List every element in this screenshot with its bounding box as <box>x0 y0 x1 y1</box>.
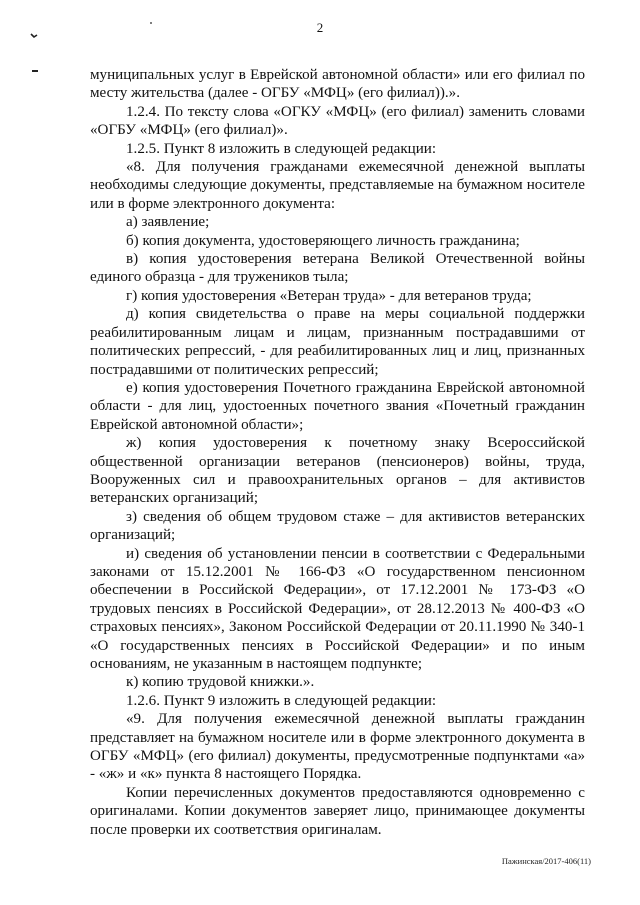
paragraph: «8. Для получения гражданами ежемесячной денежной выплаты необходимы следующие документы, представляемые на бумажном носителе или в форме электронного документа: <box>90 159 585 212</box>
paragraph: б) копия документа, удостоверяющего личность гражданина; <box>126 232 520 249</box>
paragraph: «9. Для получения ежемесячной денежной выплаты гражданин представляет на бумажном носителе или в форме электронного документа в ОГБУ «МФЦ» (его филиал) документы, предусмотренные подпунктами «а» - «ж» и «к» пункта 8 настоящего Порядка. <box>90 711 585 783</box>
document-body <box>90 66 585 839</box>
paragraph: ж) копия удостоверения к почетному знаку Всероссийской общественной организации ветеранов (пенсионеров) войны, труда, Вооруженных сил и правоохранительных органов – для активистов ветеранских организаций; <box>90 435 585 507</box>
page-number: 2 <box>316 20 324 35</box>
paragraph: е) копия удостоверения Почетного гражданина Еврейской автономной области - для лиц, удостоенных почетного звания «Почетный гражданин Еврейской автономной области»; <box>90 379 585 433</box>
paragraph: 1.2.4. По тексту слова «ОГКУ «МФЦ» (его филиал) заменить словами «ОГБУ «МФЦ» (его филиал)». <box>90 103 585 139</box>
paragraph: к) копию трудовой книжки.». <box>126 674 315 691</box>
paragraph: 1.2.5. Пункт 8 изложить в следующей редакции: <box>126 140 437 157</box>
document-footer-code: Пажинская/2017-406(11) <box>501 856 591 866</box>
scan-dash <box>32 70 38 72</box>
paragraph: в) копия удостоверения ветерана Великой Отечественной войны единого образца - для тружеников тыла; <box>90 251 585 286</box>
paragraph: з) сведения об общем трудовом стаже – для активистов ветеранских организаций; <box>90 508 585 544</box>
paragraph: 1.2.6. Пункт 9 изложить в следующей редакции: <box>126 692 437 709</box>
paragraph: г) копия удостоверения «Ветеран труда» - для ветеранов труда; <box>126 287 532 304</box>
paragraph: муниципальных услуг в Еврейской автономной области» или его филиал по месту жительства (далее - ОГБУ «МФЦ» (его филиал)).». <box>90 67 585 102</box>
paragraph: а) заявление; <box>126 214 210 231</box>
paragraph: д) копия свидетельства о праве на меры социальной поддержки реабилитированным лицам и лицам, признанным пострадавшими от политических репрессий, - для реабилитированных лиц и лиц, признанных пострадавшими от политических репрессий; <box>90 306 585 378</box>
paragraph: Копии перечисленных документов предоставляются одновременно с оригиналами. Копии документов заверяет лицо, принимающее документы после проверки их соответствия оригиналам. <box>90 784 585 838</box>
paragraph: и) сведения об установлении пенсии в соответствии с Федеральными законами от 15.12.2001 № 166-ФЗ «О государственном пенсионном обеспечении в Российской Федерации», от 17.12.2001 № 173-ФЗ «О трудовых пенсиях в Российской Федерации», от 28.12.2013 № 400-ФЗ «О страховых пенсиях», Законом Российской Федерации от 20.11.1990 № 340-1 «О государственных пенсиях в Российской Федерации» и по иным основаниям, не указанным в настоящем подпункте; <box>90 545 585 672</box>
